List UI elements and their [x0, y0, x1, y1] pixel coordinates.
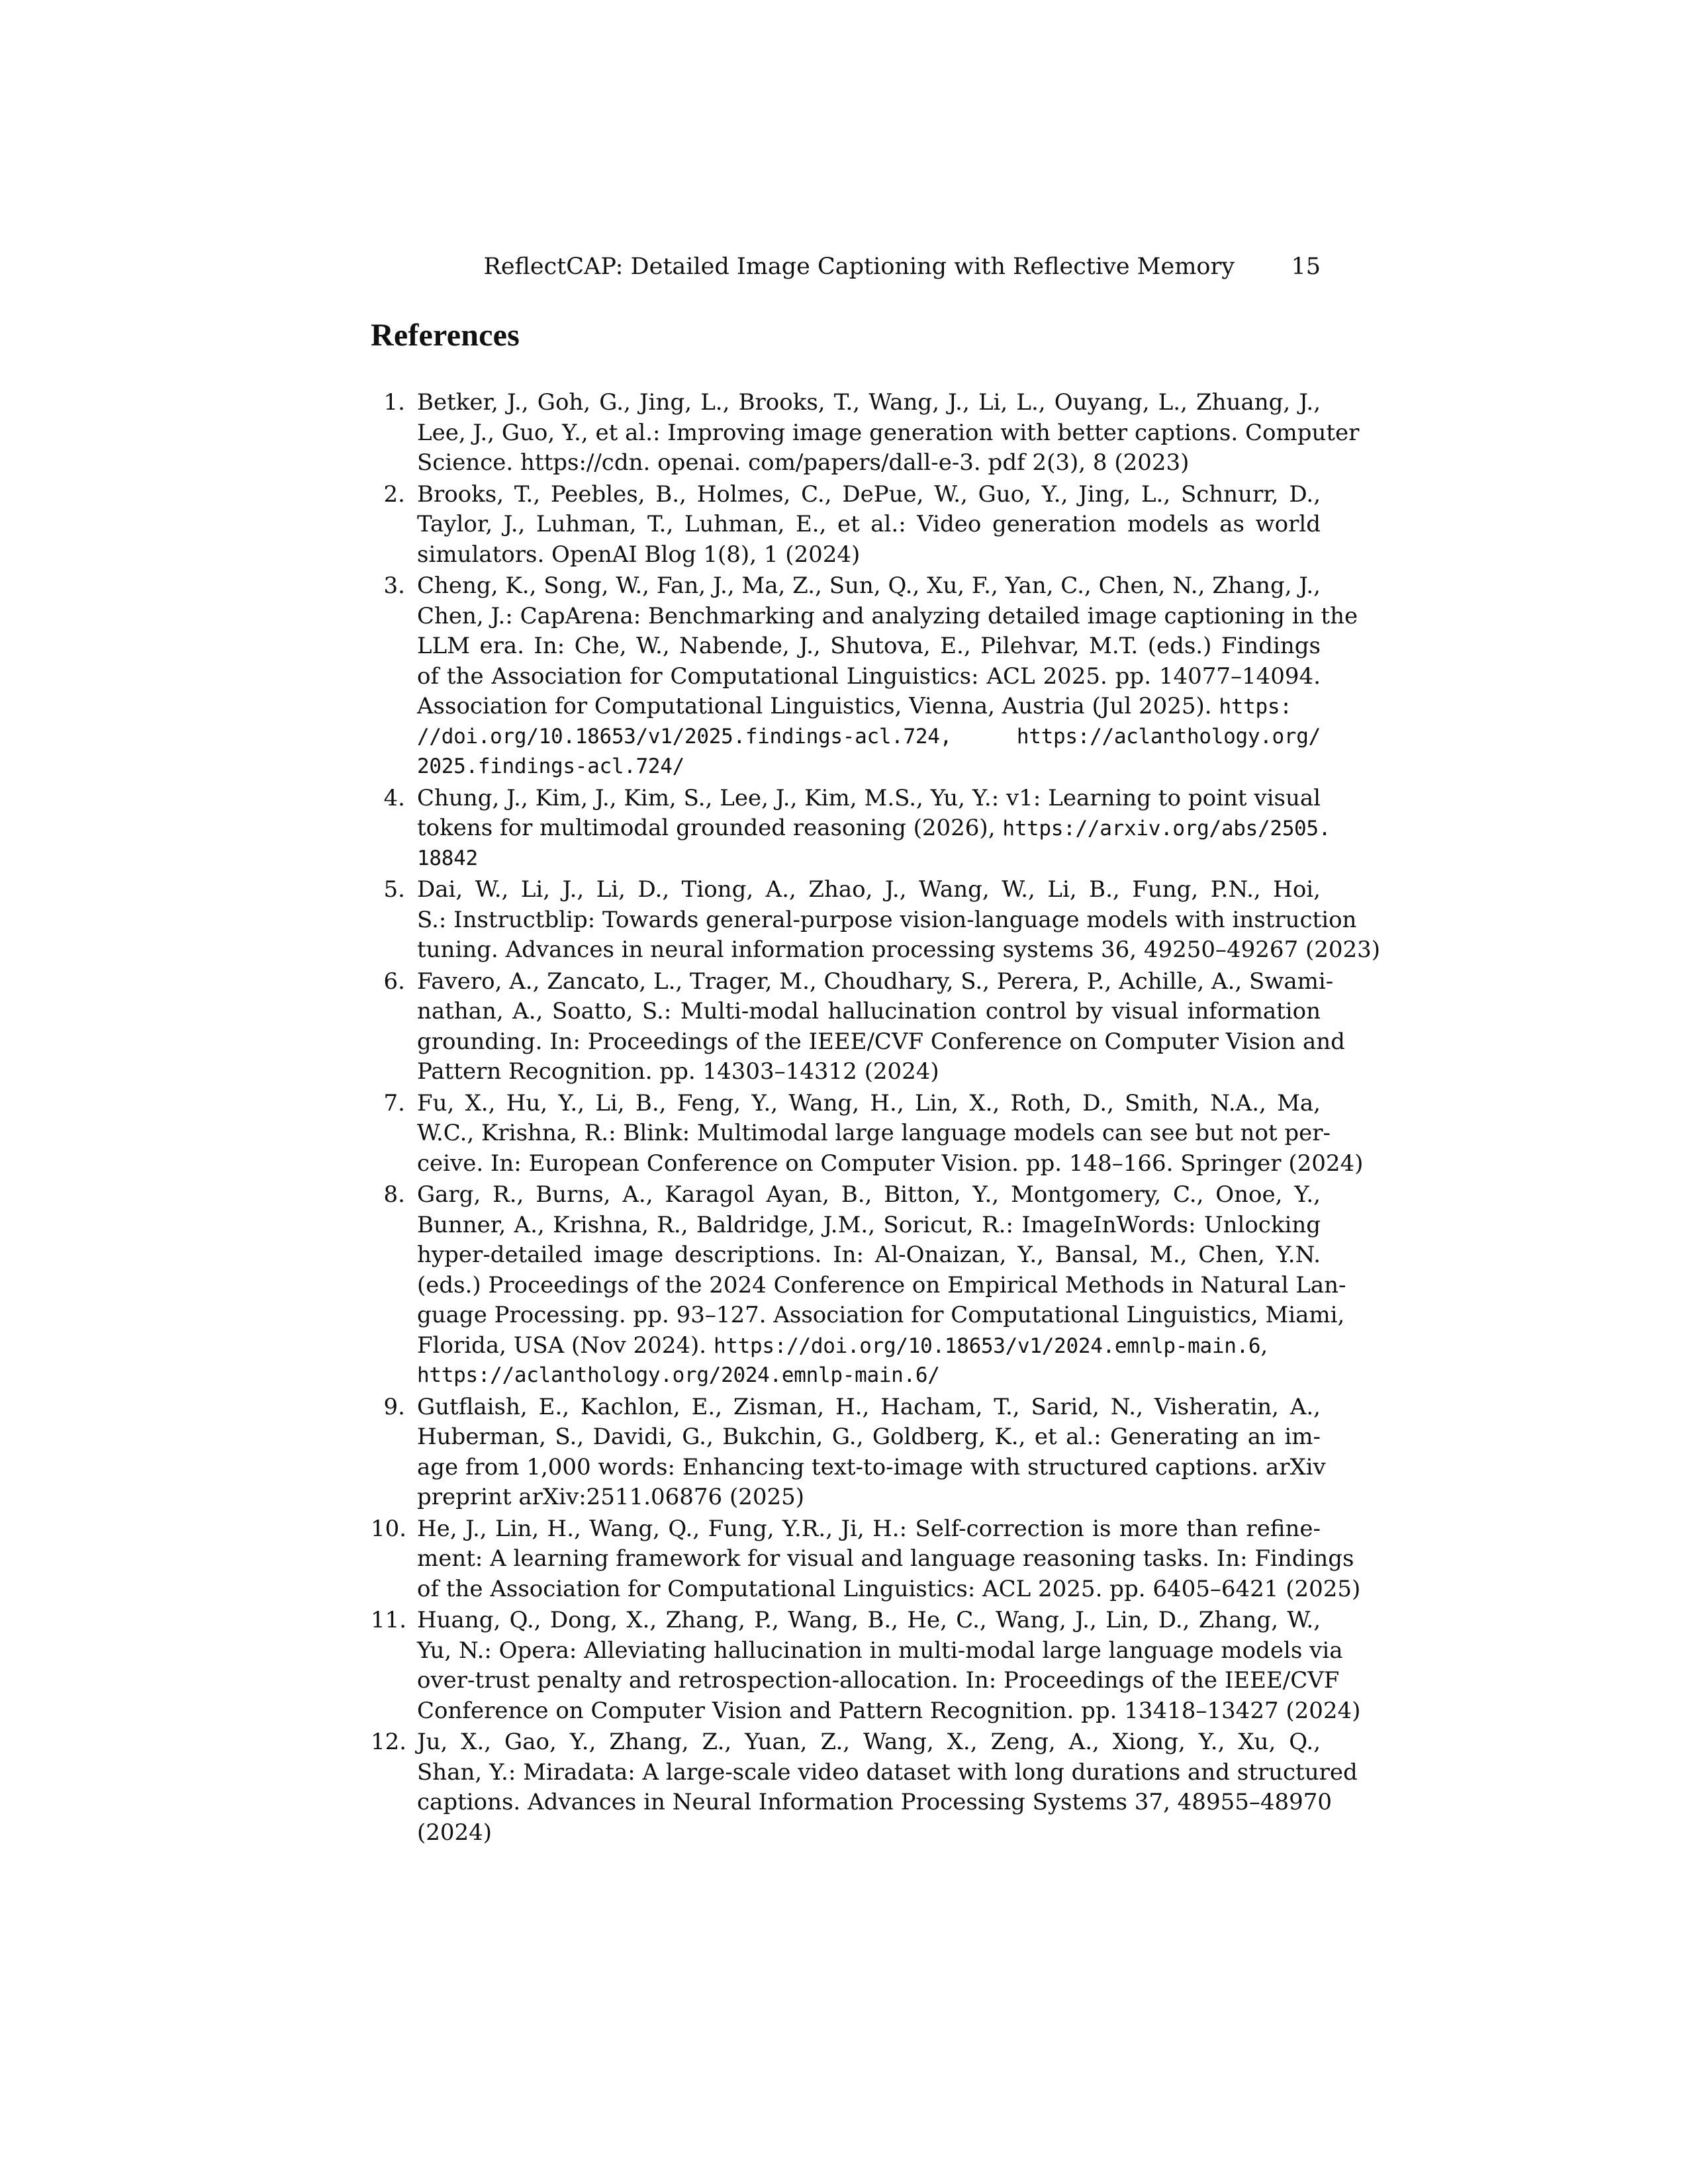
reference-number: 1. [383, 389, 405, 416]
reference-line: Huang, Q., Dong, X., Zhang, P., Wang, B., He, C., Wang, J., Lin, D., Zhang, W., [417, 1607, 1321, 1633]
reference-number: 8. [383, 1181, 405, 1208]
reference-line: preprint arXiv:2511.06876 (2025) [417, 1484, 805, 1510]
reference-line: hyper-detailed image descriptions. In: Al-Onaizan, Y., Bansal, M., Chen, Y.N. [417, 1242, 1321, 1268]
reference-line: nathan, A., Soatto, S.: Multi-modal hallucination control by visual information [417, 998, 1321, 1024]
reference-line: Fu, X., Hu, Y., Li, B., Feng, Y., Wang, H., Lin, X., Roth, D., Smith, N.A., Ma, [417, 1089, 1321, 1116]
reference-line: Lee, J., Guo, Y., et al.: Improving image generation with better captions. Computer [417, 419, 1360, 446]
reference-line: ment: A learning framework for visual and language reasoning tasks. In: Findings [417, 1545, 1354, 1572]
reference-line: (2024) [417, 1819, 492, 1846]
reference-number: 11. [371, 1607, 407, 1633]
reference-list [371, 388, 1381, 1849]
reference-line: Huberman, S., Davidi, G., Bukchin, G., Goldberg, K., et al.: Generating an im- [417, 1424, 1321, 1450]
reference-line: Conference on Computer Vision and Pattern Recognition. pp. 13418–13427 (2024) [417, 1697, 1361, 1724]
references-heading: References [371, 318, 520, 353]
reference-line: guage Processing. pp. 93–127. Association for Computational Linguistics, Miami, [417, 1302, 1345, 1328]
reference-line: grounding. In: Proceedings of the IEEE/CVF Conference on Computer Vision and [417, 1028, 1345, 1055]
reference-line: over-trust penalty and retrospection-allocation. In: Proceedings of the IEEE/CVF [417, 1667, 1340, 1694]
reference-item [371, 571, 1358, 782]
reference-item [371, 1514, 1361, 1605]
reference-line: Science. https://cdn. openai. com/papers/dall-e-3. pdf 2(3), 8 (2023) [417, 449, 1190, 476]
reference-url: https://doi.org/10.18653/v1/2024.emnlp-main.6 [713, 1334, 1261, 1358]
reference-number: 12. [371, 1729, 407, 1755]
reference-line: S.: Instructblip: Towards general-purpose vision-language models with instruction [417, 906, 1357, 933]
page-number: 15 [1291, 253, 1321, 280]
reference-line: of the Association for Computational Linguistics: ACL 2025. pp. 6405–6421 (2025) [417, 1575, 1361, 1602]
reference-line: LLM era. In: Che, W., Nabende, J., Shutova, E., Pilehvar, M.T. (eds.) Findings [417, 633, 1321, 659]
reference-line: ceive. In: European Conference on Computer Vision. pp. 148–166. Springer (2024) [417, 1150, 1364, 1177]
reference-item [371, 388, 1360, 478]
reference-line: He, J., Lin, H., Wang, Q., Fung, Y.R., Ji, H.: Self-correction is more than refine- [417, 1515, 1321, 1542]
reference-number: 7. [383, 1089, 405, 1116]
reference-number: 4. [383, 784, 405, 811]
reference-number: 3. [383, 572, 405, 599]
reference-number: 6. [383, 968, 405, 995]
reference-line: age from 1,000 words: Enhancing text-to-image with structured captions. arXiv [417, 1453, 1326, 1480]
reference-line: https://aclanthology.org/2024.emnlp-main.6/ [417, 1363, 940, 1387]
reference-item [371, 784, 1331, 874]
reference-line: //doi.org/10.18653/v1/2025.findings-acl.724, https://aclanthology.org/ [417, 724, 1321, 749]
reference-line: Shan, Y.: Miradata: A large-scale video dataset with long durations and structured [417, 1758, 1358, 1786]
reference-line: Bunner, A., Krishna, R., Baldridge, J.M., Soricut, R.: ImageInWords: Unlocking [417, 1211, 1321, 1238]
reference-line: Favero, A., Zancato, L., Trager, M., Choudhary, S., Perera, P., Achille, A., Swami- [417, 968, 1334, 995]
reference-line: Ju, X., Gao, Y., Zhang, Z., Yuan, Z., Wang, X., Zeng, A., Xiong, Y., Xu, Q., [417, 1729, 1321, 1755]
reference-number: 5. [383, 876, 405, 903]
reference-item [371, 1606, 1361, 1726]
running-head [371, 250, 1321, 284]
reference-line: Dai, W., Li, J., Li, D., Tiong, A., Zhao, J., Wang, W., Li, B., Fung, P.N., Hoi, [417, 876, 1321, 903]
reference-line: Betker, J., Goh, G., Jing, L., Brooks, T., Wang, J., Li, L., Ouyang, L., Zhuang, J., [417, 389, 1321, 416]
reference-line: tokens for multimodal grounded reasoning (2026), https://arxiv.org/abs/2505. [417, 815, 1331, 841]
reference-line: simulators. OpenAI Blog 1(8), 1 (2024) [417, 541, 861, 568]
reference-line: captions. Advances in Neural Information Processing Systems 37, 48955–48970 [417, 1789, 1332, 1815]
reference-line: Yu, N.: Opera: Alleviating hallucination in multi-modal large language models via [417, 1637, 1343, 1664]
reference-line: Taylor, J., Luhman, T., Luhman, E., et al.: Video generation models as world [417, 511, 1321, 537]
reference-number: 2. [383, 480, 405, 508]
reference-line: Florida, USA (Nov 2024). https://doi.org/10.18653/v1/2024.emnlp-main.6, [417, 1332, 1268, 1359]
reference-line: (eds.) Proceedings of the 2024 Conference on Empirical Methods in Natural Lan- [417, 1271, 1346, 1298]
running-head-title: ReflectCAP: Detailed Image Captioning with Reflective Memory [483, 253, 1235, 280]
reference-url: https: [1219, 695, 1292, 719]
reference-line: 18842 [417, 846, 478, 870]
reference-item [371, 480, 1321, 570]
reference-item [371, 1727, 1358, 1848]
reference-line: Brooks, T., Peebles, B., Holmes, C., DePue, W., Guo, Y., Jing, L., Schnurr, D., [417, 480, 1321, 508]
reference-line: tuning. Advances in neural information processing systems 36, 49250–49267 (2023) [417, 936, 1381, 963]
reference-line: Gutflaish, E., Kachlon, E., Zisman, H., Hacham, T., Sarid, N., Visheratin, A., [417, 1393, 1321, 1420]
reference-line: of the Association for Computational Linguistics: ACL 2025. pp. 14077–14094. [417, 662, 1321, 690]
reference-line: 2025.findings-acl.724/ [417, 754, 684, 778]
reference-item [371, 1089, 1364, 1179]
reference-line: Pattern Recognition. pp. 14303–14312 (2024) [417, 1058, 939, 1085]
reference-line: Chung, J., Kim, J., Kim, S., Lee, J., Kim, M.S., Yu, Y.: v1: Learning to point visual [417, 784, 1321, 811]
reference-line: Chen, J.: CapArena: Benchmarking and analyzing detailed image captioning in the [417, 602, 1358, 629]
reference-line: W.C., Krishna, R.: Blink: Multimodal large language models can see but not per- [417, 1120, 1331, 1146]
reference-line: Association for Computational Linguistics, Vienna, Austria (Jul 2025). https: [417, 693, 1292, 719]
reference-line: Cheng, K., Song, W., Fan, J., Ma, Z., Sun, Q., Xu, F., Yan, C., Chen, N., Zhang, J., [417, 572, 1321, 599]
reference-line: Garg, R., Burns, A., Karagol Ayan, B., Bitton, Y., Montgomery, C., Onoe, Y., [417, 1181, 1321, 1208]
reference-item [371, 1180, 1346, 1391]
reference-number: 10. [371, 1515, 407, 1542]
reference-number: 9. [383, 1393, 405, 1420]
reference-item [371, 875, 1381, 966]
reference-item [371, 1392, 1326, 1513]
reference-url: https://arxiv.org/abs/2505. [1002, 817, 1331, 841]
reference-item [371, 967, 1345, 1087]
